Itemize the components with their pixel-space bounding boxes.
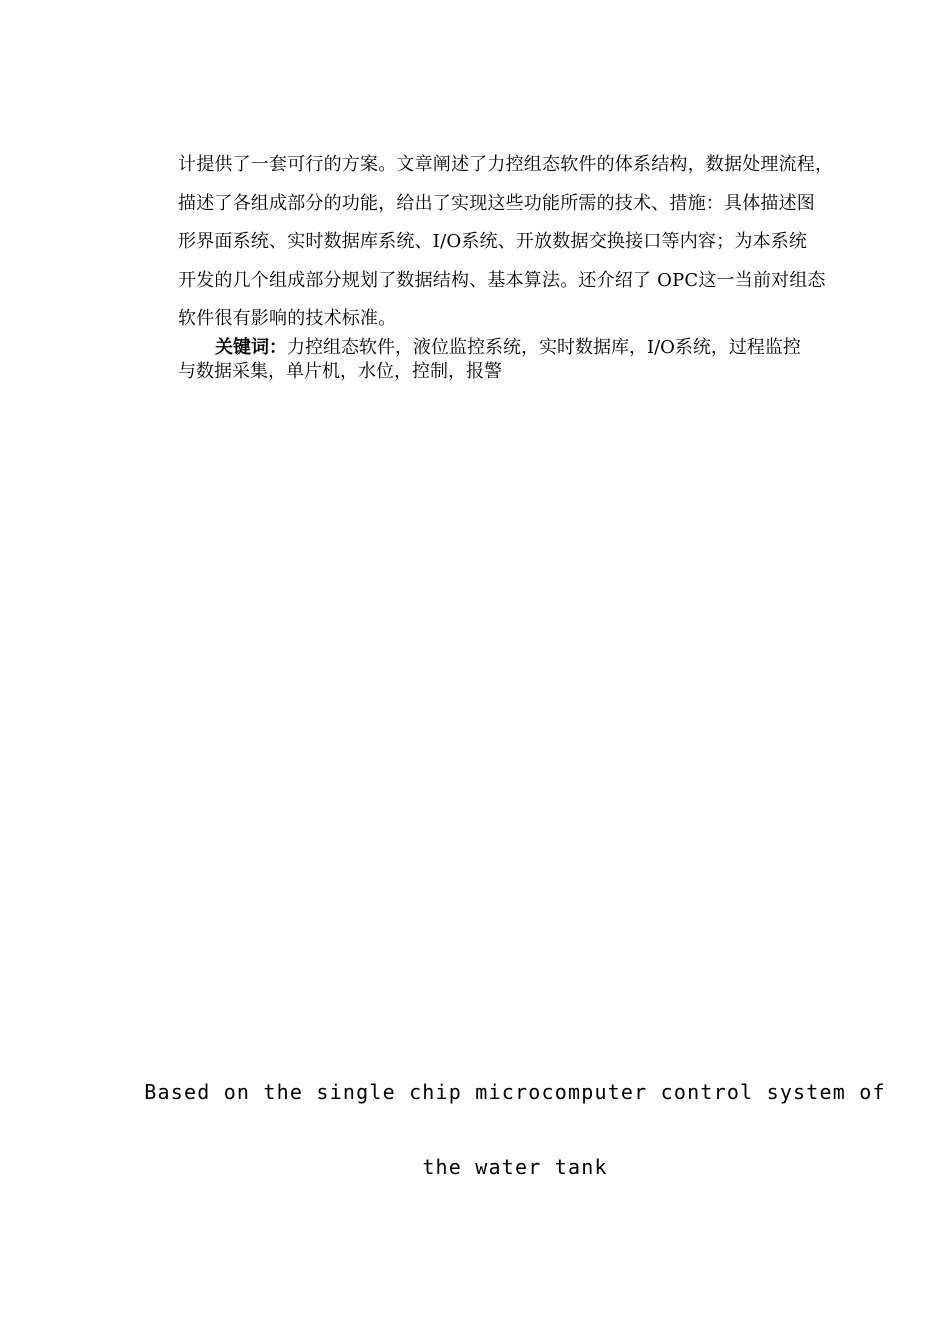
abstract-line: 描述了各组成部分的功能，给出了实现这些功能所需的技术、措施：具体描述图 xyxy=(178,192,815,214)
keywords-text: 力控组态软件，液位监控系统，实时数据库，I/O系统，过程监控 xyxy=(287,337,801,358)
keywords-label: 关键词： xyxy=(215,337,287,358)
keywords-line-2: 与数据采集，单片机，水位，控制，报警 xyxy=(178,361,502,382)
keywords-section xyxy=(178,336,878,384)
abstract-body xyxy=(178,146,878,339)
abstract-line: 软件很有影响的技术标准。 xyxy=(178,308,397,329)
keywords-line-1 xyxy=(178,336,878,360)
english-title-line-2: the water tank xyxy=(422,1155,608,1179)
abstract-line: 开发的几个组成部分规划了数据结构、基本算法。还介绍了 OPC这一当前对组态 xyxy=(178,269,826,291)
abstract-line: 计提供了一套可行的方案。文章阐述了力控组态软件的体系结构，数据处理流程， xyxy=(178,154,834,175)
abstract-line: 形界面系统、实时数据库系统、I/O系统、开放数据交换接口等内容；为本系统 xyxy=(178,231,808,252)
english-title-line-1: Based on the single chip microcomputer control system of xyxy=(144,1080,886,1104)
